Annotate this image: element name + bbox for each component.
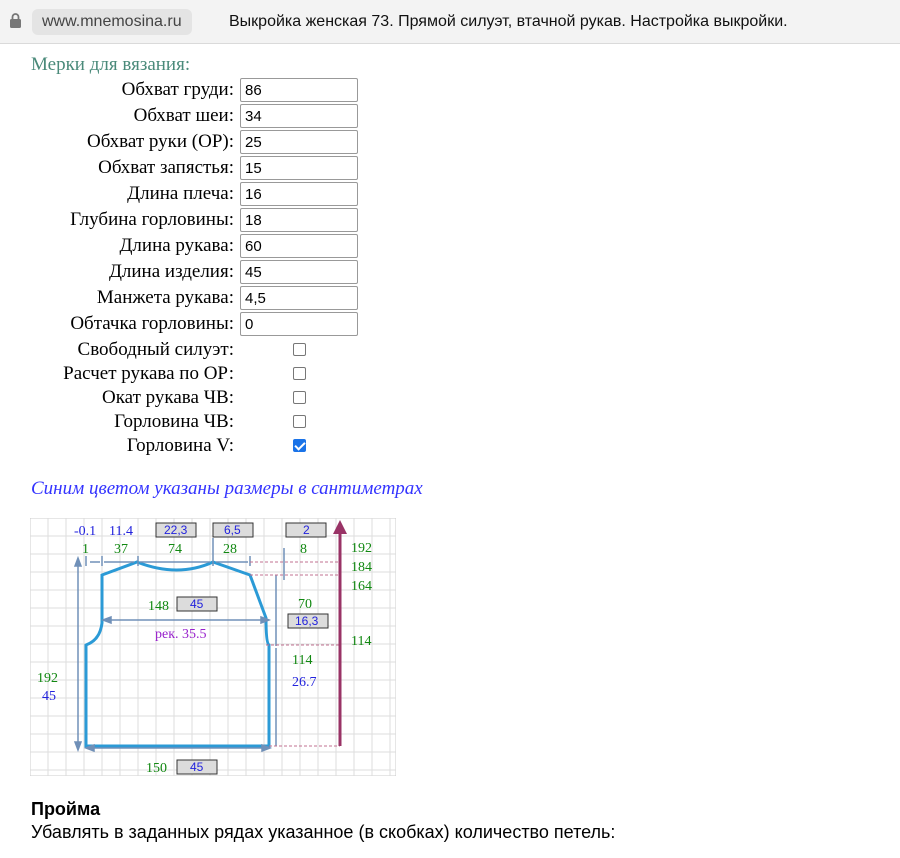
right-green-4: 114 [351, 634, 372, 649]
top-blue-1: -0.1 [74, 524, 97, 539]
left-blue: 45 [42, 689, 56, 704]
armhole-green: 70 [298, 597, 312, 612]
side-blue: 26.7 [292, 675, 317, 690]
measurement-input[interactable] [240, 156, 358, 180]
checkbox-label: Горловина ЧВ: [114, 411, 234, 432]
field-label: Обхват груди: [121, 79, 234, 100]
recommended-label: рек. 35.5 [155, 627, 207, 642]
measurement-input[interactable] [240, 78, 358, 102]
width-box-text: 45 [190, 597, 204, 611]
measurement-input[interactable] [240, 312, 358, 336]
checkbox-row [0, 434, 400, 458]
measurements-heading: Мерки для вязания: [31, 54, 191, 75]
field-row [0, 234, 400, 258]
right-green-3: 164 [351, 579, 372, 594]
top-blue-2: 11.4 [109, 524, 133, 539]
checkbox-label: Горловина V: [126, 435, 234, 456]
checkbox-label: Окат рукава ЧВ: [102, 387, 234, 408]
section-title: Пройма [31, 799, 101, 819]
option-checkbox[interactable] [293, 391, 306, 404]
measurement-input[interactable] [240, 286, 358, 310]
checkbox-row [0, 386, 400, 410]
top-green-5: 8 [300, 542, 307, 557]
field-label: Глубина горловины: [70, 209, 234, 230]
checkbox-row [0, 338, 400, 362]
checkbox-label: Расчет рукава по ОР: [63, 363, 234, 384]
field-row [0, 182, 400, 206]
checkbox-row [0, 362, 400, 386]
measurement-input[interactable] [240, 208, 358, 232]
bottom-box-text: 45 [190, 760, 204, 774]
section-text: Убавлять в заданных рядах указанное (в скобках) количество петель: [31, 822, 616, 842]
armhole-box-text: 16,3 [295, 614, 319, 628]
top-box-2-text: 6,5 [224, 523, 241, 537]
right-green-1: 192 [351, 541, 372, 556]
field-label: Длина плеча: [127, 183, 234, 204]
field-label: Обтачка горловины: [70, 313, 234, 334]
field-row [0, 130, 400, 154]
field-row [0, 312, 400, 336]
pattern-diagram [30, 518, 396, 776]
top-green-1: 1 [82, 542, 89, 557]
checkbox-row [0, 410, 400, 434]
field-label: Длина рукава: [119, 235, 234, 256]
page-title: Выкройка женская 73. Прямой силуэт, втачной рукав. Настройка выкройки. [229, 13, 788, 30]
url-field[interactable]: www.mnemosina.ru [32, 9, 192, 35]
top-green-4: 28 [223, 542, 237, 557]
right-green-2: 184 [351, 560, 372, 575]
checkbox-label: Свободный силуэт: [77, 339, 234, 360]
measurement-input[interactable] [240, 234, 358, 258]
field-label: Длина изделия: [108, 261, 234, 282]
field-label: Обхват шеи: [133, 105, 234, 126]
field-row [0, 156, 400, 180]
lock-icon [9, 13, 22, 28]
top-box-1-text: 22,3 [164, 523, 188, 537]
browser-bar [0, 0, 900, 44]
option-checkbox[interactable] [293, 415, 306, 428]
option-checkbox[interactable] [293, 367, 306, 380]
field-row [0, 286, 400, 310]
side-green: 114 [292, 653, 313, 668]
option-checkbox[interactable] [293, 343, 306, 356]
field-row [0, 104, 400, 128]
left-green: 192 [37, 671, 58, 686]
field-row [0, 78, 400, 102]
field-label: Обхват запястья: [98, 157, 234, 178]
units-note: Синим цветом указаны размеры в сантиметрах [31, 478, 423, 499]
field-label: Обхват руки (ОР): [87, 131, 234, 152]
measurement-input[interactable] [240, 260, 358, 284]
measurement-input[interactable] [240, 182, 358, 206]
measurement-input[interactable] [240, 130, 358, 154]
top-green-2: 37 [114, 542, 128, 557]
top-box-3-text: 2 [303, 523, 310, 537]
width-green: 148 [148, 599, 169, 614]
measurement-input[interactable] [240, 104, 358, 128]
top-green-3: 74 [168, 542, 182, 557]
field-label: Манжета рукава: [96, 287, 234, 308]
bottom-green: 150 [146, 761, 167, 776]
field-row [0, 260, 400, 284]
field-row [0, 208, 400, 232]
option-checkbox[interactable] [293, 439, 306, 452]
